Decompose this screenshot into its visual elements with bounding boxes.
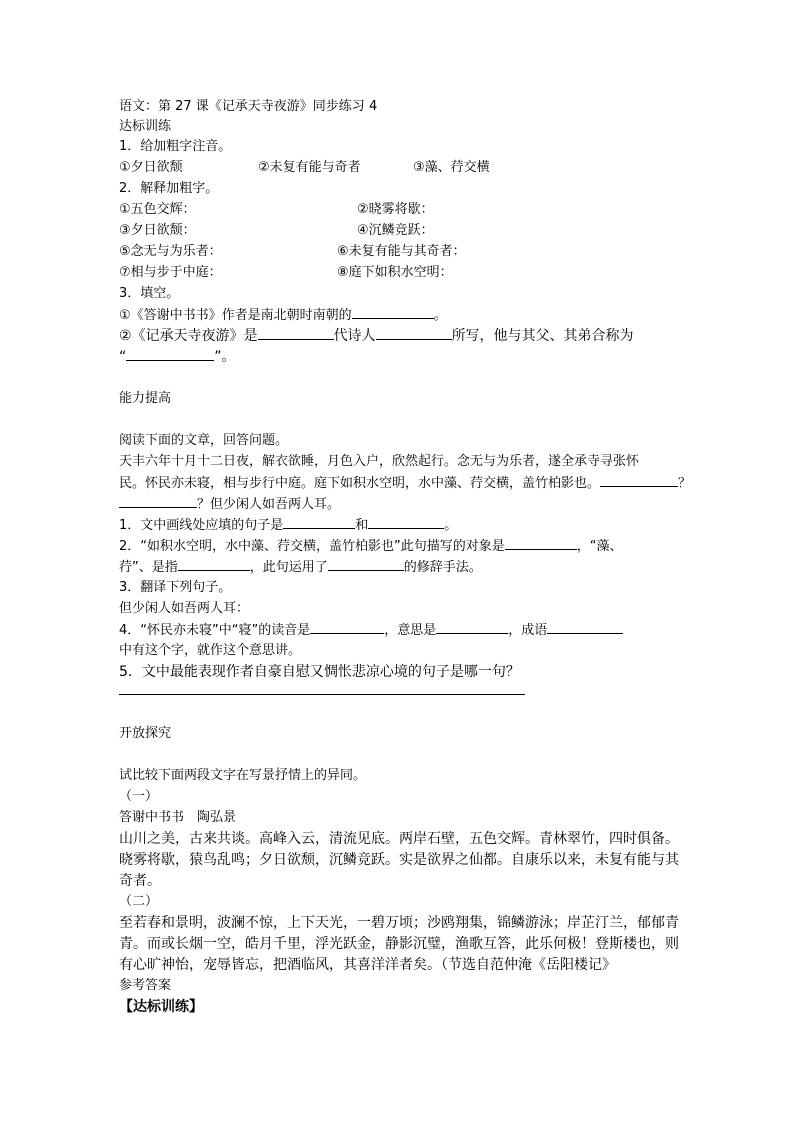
explore-intro: 试比较下面两段文字在写景抒情上的异同。	[119, 768, 367, 783]
text-two-label: （二）	[119, 894, 159, 909]
q3-item-2-cont: “ ”。	[119, 349, 236, 365]
q2-item-8: ⑧庭下如积水空明：	[337, 265, 453, 280]
q2-item-2: ②晓雾将歇：	[357, 202, 434, 217]
answer-blank[interactable]	[547, 620, 623, 634]
section-heading-drill: 达标训练	[119, 119, 172, 134]
q2-item-6: ⑥未复有能与其奇者：	[337, 244, 466, 259]
ability-q4-cont: 中有这个字，就作这个意思讲。	[119, 643, 302, 658]
ability-q5: 5．文中最能表现作者自豪自慰又惆怅悲凉心境的句子是哪一句？	[119, 664, 520, 680]
ability-q4: 4．“怀民亦未寝”中“寝”的读音是 ，意思是 ，成语	[119, 620, 623, 640]
section-heading-explore: 开放探究	[119, 726, 172, 741]
ability-q3: 3．翻译下列句子。	[119, 580, 232, 595]
answer-blank[interactable]	[126, 347, 214, 361]
q2-item-5: ⑤念无与为乐者：	[119, 244, 222, 259]
question-2: 2．解释加粗字。	[119, 181, 219, 196]
answer-blank[interactable]	[283, 515, 355, 529]
reading-intro: 阅读下面的文章，回答问题。	[119, 433, 289, 448]
q2-item-1: ①五色交辉：	[119, 202, 196, 217]
answer-blank[interactable]	[328, 557, 404, 571]
passage-line-2: 民。怀民亦未寝，相与步行中庭。庭下如积水空明，水中藻、荇交横，盖竹柏影也。 ？	[119, 473, 691, 493]
text-one-title: 答谢中书书 陶弘景	[119, 810, 237, 825]
text-two-line-1: 至若春和景明，波澜不惊，上下天光，一碧万顷；沙鸥翔集，锦鳞游泳；岸芷汀兰，郁郁青	[119, 915, 679, 931]
ability-q1: 1．文中画线处应填的句子是 和 。	[119, 515, 457, 535]
answer-blank[interactable]	[600, 473, 678, 487]
answer-blank[interactable]	[376, 326, 452, 340]
answer-blank[interactable]	[258, 326, 334, 340]
answer-blank[interactable]	[505, 536, 577, 550]
q2-item-4: ④沉鳞竞跃：	[357, 223, 434, 238]
text-one-line-2: 晓雾将歇，猿鸟乱鸣；夕日欲颓，沉鳞竞跃。实是欲界之仙都。自康乐以来，未复有能与其	[119, 852, 679, 868]
question-1: 1．给加粗字注音。	[119, 139, 232, 154]
text-two-line-3: 有心旷神怡，宠辱皆忘，把酒临风，其喜洋洋者矣。（节选自范仲淹《岳阳楼记》	[119, 957, 616, 973]
answers-heading: 参考答案	[119, 978, 172, 993]
q1-item-3: ③藻、荇交横	[413, 160, 490, 175]
passage-line-1: 天丰六年十月十二日夜，解衣欲睡，月色入户，欣然起行。念无与为乐者，遂全承寺寻张怀	[119, 454, 640, 469]
q2-item-3: ③夕日欲颓：	[119, 223, 196, 238]
answer-blank[interactable]	[310, 620, 384, 634]
answer-blank[interactable]	[436, 620, 508, 634]
text-two-line-2: 青。而或长烟一空，皓月千里，浮光跃金，静影沉璧，渔歌互答，此乐何极！登斯楼也，则	[119, 936, 679, 952]
question-3: 3．填空。	[119, 286, 180, 301]
text-one-line-1: 山川之美，古来共谈。高峰入云，清流见底。两岸石壁，五色交辉。青林翠竹，四时俱备。	[119, 831, 679, 847]
text-one-line-3: 奇者。	[119, 873, 161, 889]
ability-q2: 2．“如积水空明，水中藻、荇交横，盖竹柏影也”此句描写的对象是 ，“藻、	[119, 536, 623, 556]
q2-item-7: ⑦相与步于中庭：	[119, 265, 222, 280]
q3-item-1: ①《答谢中书书》作者是南北朝时南朝的 。	[119, 305, 447, 325]
answer-line[interactable]	[119, 694, 525, 695]
ability-q2-cont: 荇”、是指 ，此句运用了 的修辞手法。	[119, 557, 482, 577]
answers-subheading: 【达标训练】	[119, 999, 203, 1015]
answer-blank[interactable]	[352, 305, 434, 319]
text-one-label: （一）	[119, 789, 159, 804]
passage-line-3: ？但少闲人如吾两人耳。	[119, 494, 340, 514]
ability-q3-text: 但少闲人如吾两人耳：	[119, 601, 250, 616]
answer-blank[interactable]	[119, 494, 197, 508]
q1-item-2: ②未复有能与奇者	[258, 160, 361, 175]
answer-blank[interactable]	[368, 515, 444, 529]
q1-item-1: ①夕日欲颓	[119, 160, 183, 175]
page-title: 语文：第 27 课《记承天寺夜游》同步练习 4	[119, 99, 378, 114]
section-heading-ability: 能力提高	[119, 391, 172, 406]
answer-blank[interactable]	[178, 557, 250, 571]
q3-item-2: ②《记承天寺夜游》是 代诗人 所写，他与其父、其弟合称为	[119, 328, 634, 344]
